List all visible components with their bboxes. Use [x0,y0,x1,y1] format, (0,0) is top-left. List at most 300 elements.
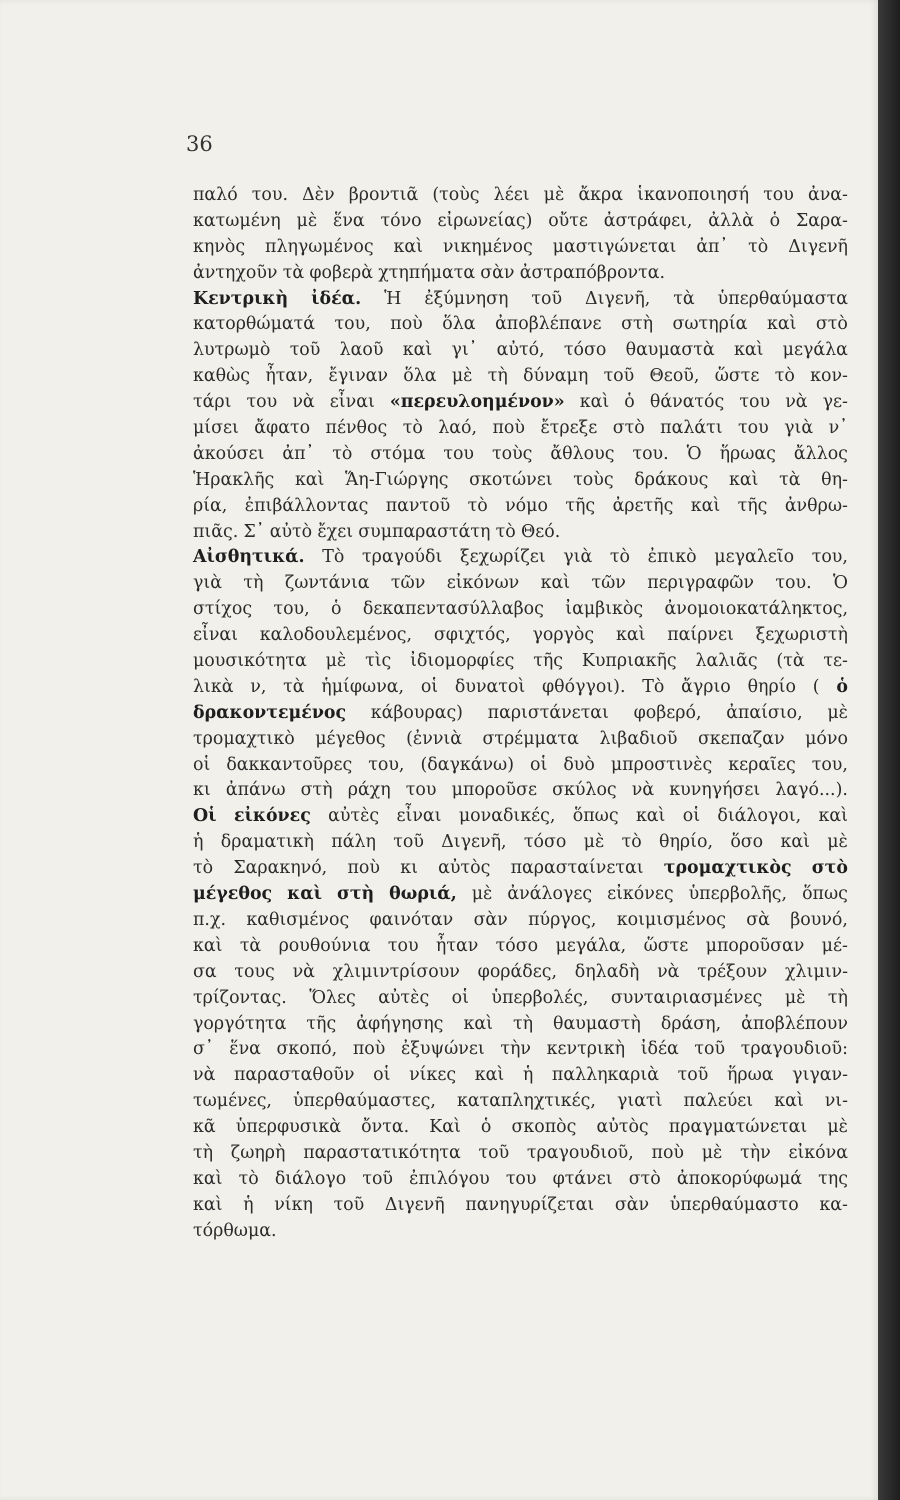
word: γιὰ [563,547,593,568]
word: π.χ. [193,909,227,930]
word: ὁ [624,392,635,413]
word: διάλογο [274,1168,347,1189]
word: εἰκόνων [446,573,520,594]
word: βουνό, [790,909,848,930]
word: οἱ [530,754,548,775]
word: (τὰ [776,651,805,672]
word: ἐπικὸ [647,547,697,568]
word: νὰ [657,961,680,982]
word: καὶ [729,469,759,490]
word: τὴν [740,1142,771,1163]
word: καὶ [766,314,797,335]
word: εἰκόνες [607,884,674,905]
word: τῆς [306,1013,337,1034]
word: ἔτρεξε [540,418,598,439]
word: ἀπάνω [225,780,286,801]
word: ἕνα [229,1039,261,1060]
word: μποροῦσαν [705,935,805,956]
word: τὶς [365,651,392,672]
word: μίσει [193,418,239,439]
word: ὅλα [442,314,476,335]
word: μὲ [471,884,493,905]
word: τὴ [512,1013,533,1034]
text-line [193,597,848,623]
word: του, [368,754,405,775]
word: πανηγυρίζεται [465,1194,595,1215]
word: σκύλος [552,780,617,801]
word: τὸ [495,521,516,542]
word: τοῦ [531,288,563,309]
word: εἰκόνα [788,1142,848,1163]
word: αὐτὲς [378,987,430,1008]
word: μεγαλεῖο [714,547,795,568]
text-line [193,701,848,727]
word: ἦταν [435,935,479,956]
word: Τὸ [642,676,665,697]
word: χτηπήματα [378,262,476,283]
word: τὸ [193,858,214,879]
word: σὰ [746,909,770,930]
word: παριστάνεται [487,702,609,723]
word: περιγραφῶν [647,573,755,594]
word: καὶ [193,1194,223,1215]
word: ποὺ [492,418,525,439]
word: νίκη [274,1194,313,1215]
word: κοιμισμένος [616,909,726,930]
word: στὴ [621,314,653,335]
word: οἱ [682,806,701,827]
word: λαό, [438,418,478,439]
word: στίχος [193,599,253,620]
word: ἐπιβάλλοντας [244,495,369,516]
word: νι- [824,1091,848,1112]
word: ν, [250,676,267,697]
word: τοὺς [573,469,614,490]
word: παλεύει [683,1091,754,1112]
word: σὰν [473,909,508,930]
word: τὴ [487,366,508,387]
text-line [193,934,848,960]
word: νὰ [292,961,315,982]
word: Ἡρακλῆς [193,469,275,490]
word: ἀλλὰ [708,210,754,231]
word: ἀνάλογες [507,884,593,905]
text-line [193,727,848,753]
word: ἄκρα [578,185,624,205]
word: θαυμαστὰ [625,340,715,361]
word: κα- [819,1194,848,1215]
word: τοῦ [603,366,635,387]
word: δεκαπεντασύλλαβος [362,599,544,620]
word: ὑπερβολές, [491,987,589,1008]
word: μόνο [805,728,848,749]
word: οἱ [451,987,469,1008]
word: ἥρωα [726,1065,774,1086]
word: κι [193,780,211,801]
word: Ὅλες [309,987,356,1008]
text-line [193,545,848,571]
word: πένθος [325,418,388,439]
word: ὑπερθαύμαστες, [293,1091,436,1112]
word: κηνὸς [193,236,246,257]
word: σκοτώνει [469,469,553,490]
word: Θεοῦ, [649,366,700,387]
word: ὥστε [643,935,689,956]
word: ἀστράφει, [603,210,693,231]
word: τραγουδιοῦ, [526,1142,634,1163]
word: τόσο [523,832,567,853]
word: Οἱ [193,806,217,827]
word: τὸ [467,495,488,516]
word: μὲ [583,832,605,853]
word: λαλιᾶς [695,651,758,672]
word: Κυπριακῆς [581,651,677,672]
text-line [193,1141,848,1167]
text-line [193,1037,848,1063]
word: τοῦ [478,1142,510,1163]
word: ἡ [522,1065,534,1086]
word: ἰδέα [640,1039,679,1060]
word: αὐτὸς [438,858,491,879]
word: ἀνθρω- [784,495,848,516]
word: μέ- [821,935,848,956]
word: του [387,935,419,956]
word: γιγαν- [792,1065,848,1086]
word: στὸ [815,314,848,335]
word: θηρίο [747,676,796,697]
word: ὅπως [802,884,848,905]
word: σφιχτός, [433,625,511,646]
page-number: 36 [186,132,213,156]
word: αὐτὸς [596,1117,649,1138]
word: θηρίο, [659,832,713,853]
word: σὰν [614,1194,650,1215]
word: ὑπερβολῆς, [688,884,788,905]
word: χλιμιντρίσουν [332,961,460,982]
word: δυὸ [563,754,595,775]
word: κεντρικὴ [546,1039,626,1060]
word: καὶ [294,469,325,490]
word: στὸ [811,858,848,879]
word: του, [334,314,371,335]
word: Ὁ [686,443,702,464]
word: τρομαχτικὸ [193,728,295,749]
word: στὸ [612,418,645,439]
word: φοράδες, [477,961,558,982]
word: ν᾿ [828,418,848,439]
text-line [193,494,848,520]
word: Διγενῆ, [585,288,651,309]
text-line [193,442,848,468]
text-line [193,753,848,779]
text-line [193,520,848,546]
word: Αἰσθητικά. [193,547,305,568]
word: τε- [823,651,848,672]
word: σκεπαζαν [697,728,785,749]
word: δρακοντεμένος [193,702,347,723]
text-line [193,856,848,882]
word: λιβαδιοῦ [599,728,678,749]
word: τάρι [193,392,232,413]
word: ἄφατο [254,418,311,439]
word: ὅσο [730,832,764,853]
word: ἀντηχοῦν [193,262,278,283]
word: του, [273,599,310,620]
word: του [405,780,437,801]
word: τόνο [380,210,422,231]
word: δυνατοὶ [454,676,526,697]
word: κον- [810,366,848,387]
word: μὲ [543,185,565,205]
word: παίρνει [667,625,734,646]
word: Δὲν [302,185,335,205]
word: συμπαραστάτη [358,521,491,542]
word: τὰ [779,469,801,490]
word: ἡ [193,832,204,853]
word: Σ᾿ [243,521,265,542]
word: νικημένος [442,236,533,257]
word: τόσο [495,935,539,956]
word: καλοδουλεμένος, [259,625,413,646]
word: πύργος, [528,909,597,930]
word: ρουθούνια [278,935,371,956]
word: τραγουδιοῦ: [740,1039,848,1060]
word: κι [400,858,418,879]
text-line [193,209,848,235]
word: βροντιᾶ [348,185,419,205]
word: ἄθλους [550,443,615,464]
word: κατωμένη [193,210,281,231]
text-line [193,1193,848,1219]
word: τοῦ [677,1065,709,1086]
word: φαινόταν [369,909,454,930]
word: θωριά, [389,884,457,905]
word: λικὰ [193,676,234,697]
word: δηλαδὴ [574,961,640,982]
word: ἄγριο [681,676,731,697]
word: νίκες [409,1065,457,1086]
word: μέγεθος [193,884,273,905]
word: τοῦ [694,1039,726,1060]
word: γοργότητα [193,1013,287,1034]
word: ὑπερθαύμαστα [717,288,848,309]
word: καὶ [635,806,666,827]
word: ὅπως [572,806,619,827]
word: οὔτε [548,210,588,231]
word: ἰδέα. [311,288,362,309]
word: καὶ [463,1013,493,1034]
word: του [443,443,475,464]
word: μὲ [827,1117,848,1138]
word: παλληκαριὰ [551,1065,659,1086]
word: ὅλα [403,366,437,387]
word: φοβερό, [633,702,702,723]
word: μὲ [325,651,347,672]
body-text [193,183,848,1245]
text-line [193,287,848,313]
word: καὶ [579,392,610,413]
word: τὰ [673,288,695,309]
word: καὶ [402,340,433,361]
word: τὴν [500,1039,531,1060]
word: καταπληχτικές, [456,1091,596,1112]
word: του. [632,443,669,464]
word: ἀποβλέπουν [741,1013,848,1034]
word: ἄλλος [793,443,848,464]
word: καὶ [774,1091,804,1112]
word: ἀπαίσιο, [726,702,803,723]
word: Σαρακηνό, [233,858,328,879]
text-line [193,571,848,597]
text-line [193,778,848,804]
word: καὶ [818,806,848,827]
word: μὲ [701,1142,723,1163]
word: του. [775,573,812,594]
word: ποὺ [390,314,423,335]
word: ζωντάνια [284,573,370,594]
word: μποροῦσε [451,780,537,801]
text-line [193,183,848,209]
word: ποὺ [352,1039,386,1060]
word: τῶν [591,573,626,594]
word: Τὸ [322,547,345,568]
word: θαυμαστὴ [553,1013,641,1034]
word: παλό [193,185,238,205]
word: πάλη [331,832,376,853]
word: ὄντα. [361,1117,410,1138]
word: ὁ [769,210,781,231]
word: του, [811,754,848,775]
word: Διγενῆ, [441,832,507,853]
word: τρέξουν [697,961,768,982]
word: μοναδικές, [458,806,556,827]
word: ἀποκορύφωμά [676,1168,803,1189]
word: ἀκούσει [193,443,265,464]
word: πραγματώνεται [668,1117,808,1138]
word: γιὰ [193,573,222,594]
word: ἰδιομορφίες [410,651,515,672]
word: μὲ [827,832,848,853]
word: αὐτό, [496,340,545,361]
word: ἐξύμνηση [424,288,509,309]
word: στὸ [628,1168,661,1189]
word: λυτρωμὸ [193,340,271,361]
word: φοβερὰ [309,262,374,283]
word: γιατὶ [617,1091,663,1112]
word: εἰρωνείας) [437,210,533,231]
word: σκοπό, [276,1039,338,1060]
word: μαστιγώνεται [552,236,677,257]
word: ὁ [331,599,342,620]
word: σα [193,961,217,982]
word: ἕνα [333,210,365,231]
word: παρασταθοῦν [233,1065,355,1086]
word: τῆς [533,651,564,672]
text-line [193,1012,848,1038]
word: στρέμματα [482,728,579,749]
word: (ἐννιὰ [406,728,462,749]
word: νόμο [505,495,548,516]
word: παραστατικότητα [303,1142,461,1163]
word: χλιμιν- [785,961,848,982]
word: παρασταίνεται [510,858,644,879]
text-line [193,623,848,649]
word: ἀπ᾿ [696,236,729,257]
word: εἶναι [396,806,442,827]
scan-edge [878,0,900,1500]
word: τους [234,961,275,982]
word: σκοπὸς [511,1117,577,1138]
word: παντοῦ [385,495,451,516]
word: τραγούδι [361,547,443,568]
word: πιᾶς. [193,521,239,542]
word: Διγενῆ [788,236,848,257]
text-line [193,312,848,338]
text-line [193,338,848,364]
word: στόμα [370,443,426,464]
word: της [818,1168,848,1189]
word: Θεό. [520,521,561,542]
word: ὁ [836,676,848,697]
word: γοργὸς [532,625,595,646]
word: νὰ [785,392,808,413]
word: κυνηγήσει [669,780,761,801]
text-line [193,882,848,908]
word: ἔγιναν [328,366,388,387]
word: ξεχωρίζει [459,547,546,568]
word: τὸ [621,832,642,853]
word: εἰκόνες [233,806,311,827]
word: πληγωμένος [265,236,374,257]
word: τοῦ [362,1168,394,1189]
word: Ἡ [384,288,402,309]
word: μεγάλα [782,340,848,361]
word: μπροστινὲς [610,754,713,775]
word: καὶ [780,832,810,853]
word: ἐπιλόγου [409,1168,490,1189]
word: καὶ [615,625,646,646]
word: τωμένες, [193,1091,272,1112]
word: ἀνομοιοκατάληκτος, [664,599,848,620]
word: ἀποβλέπανε [495,314,602,335]
text-line [193,908,848,934]
word: αὐτὲς [328,806,380,827]
word: εἶναι [329,392,375,413]
text-line [193,1063,848,1089]
word: καὶ [474,1065,505,1086]
word: τὸ [332,443,353,464]
word: τὰ [282,262,305,283]
word: μὲ [784,987,806,1008]
word: του [738,418,769,439]
word: ράχη [347,780,391,801]
word: ἱκανοποιησή [637,185,750,205]
text-line [193,804,848,830]
word: ἀστραπόβροντα. [519,262,666,283]
word: σωτηρία [672,314,748,335]
word: φθόγγοι). [541,676,626,697]
word: ποὺ [347,858,380,879]
word: τῶν [390,573,426,594]
word: θάνατός [649,392,725,413]
word: καθισμένος [246,909,350,930]
word: ἡμίφωνα, [321,676,405,697]
word: καὶ [193,1168,223,1189]
text-line [193,364,848,390]
word: νὰ [292,392,315,413]
text-line [193,1167,848,1193]
word: κατορθώματά [193,314,315,335]
